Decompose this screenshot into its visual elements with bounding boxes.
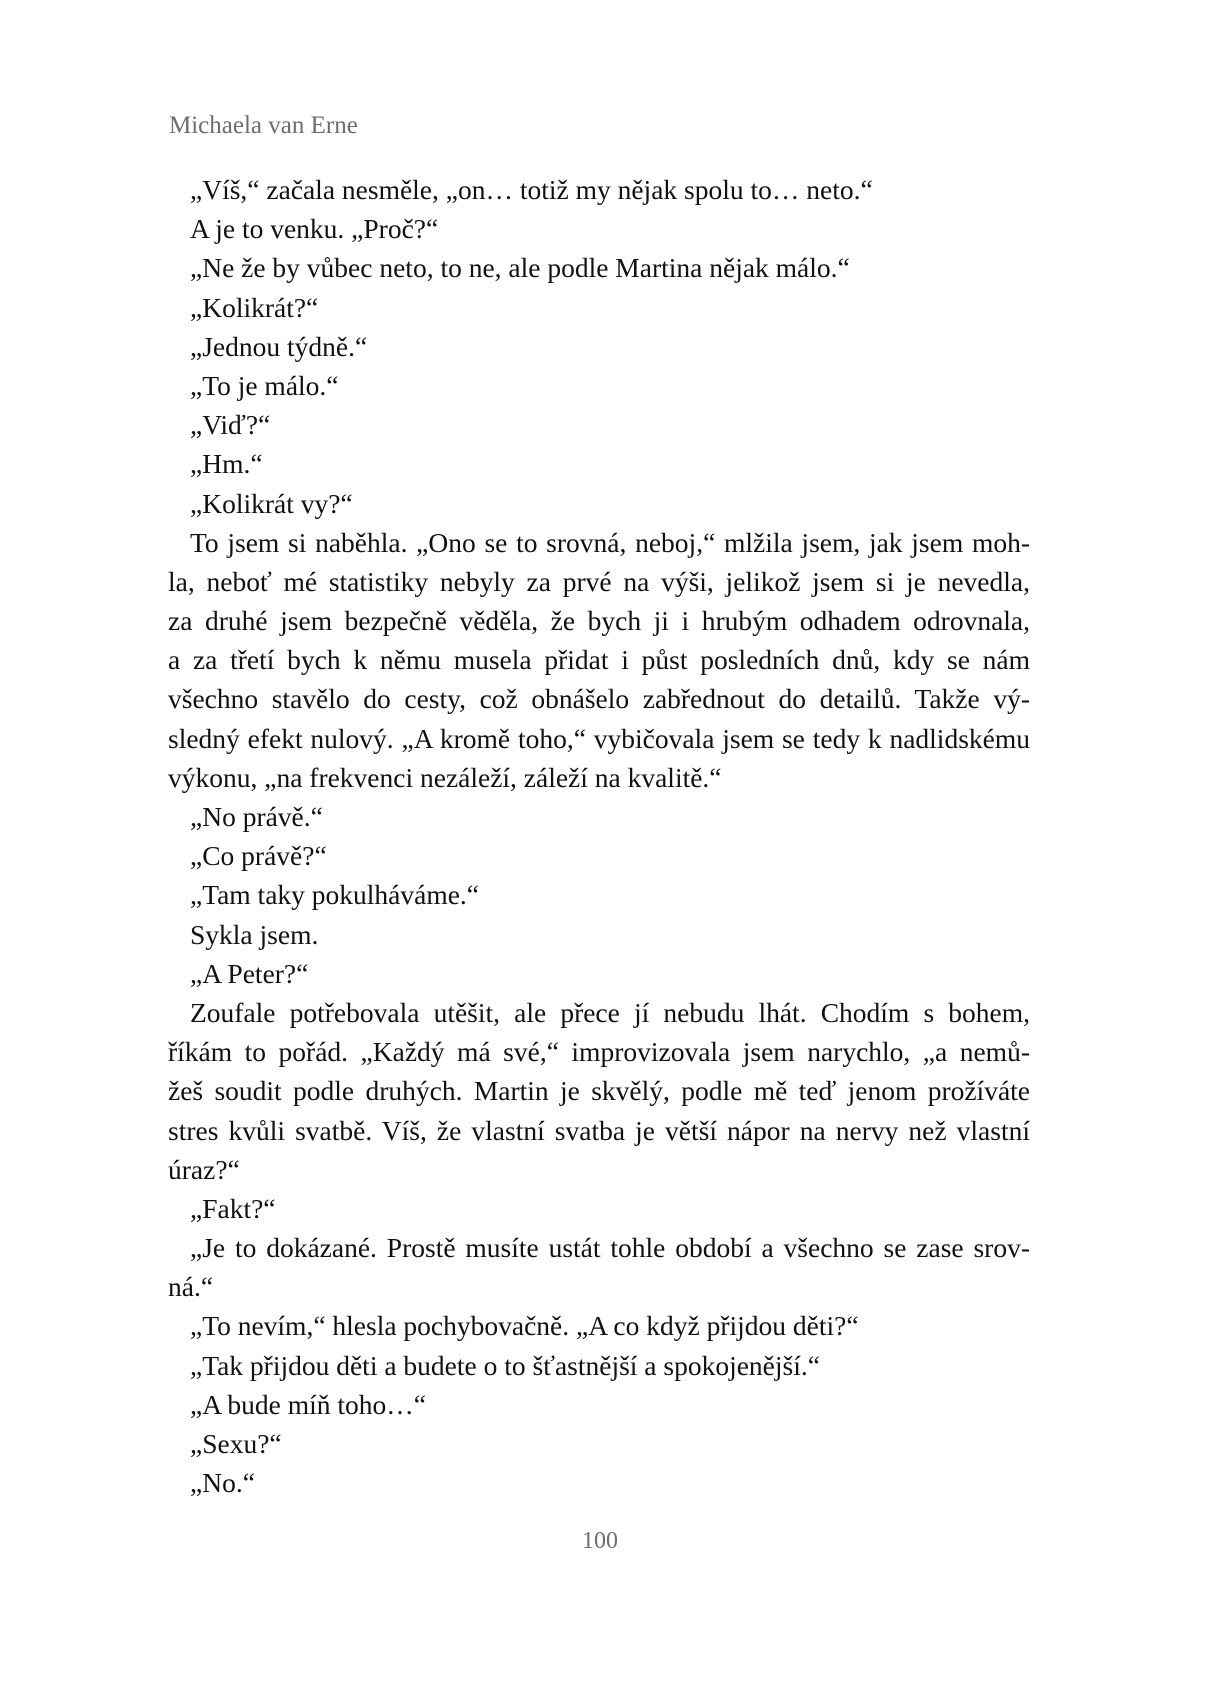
text-line: úraz?“ [168, 1153, 240, 1185]
running-head-author: Michaela van Erne [169, 112, 358, 139]
text-line: „Víš,“ začala nesměle, „on… totiž my nějak spolu to… neto.“ [190, 174, 873, 205]
page-number: 100 [582, 1528, 618, 1554]
text-line: sledný efekt nulový. „A kromě toho,“ vybičovala jsem se tedy k nadlidskému [168, 722, 1030, 754]
text-line: stres kvůli svatbě. Víš, že vlastní svatba je větší nápor na nervy než vlastní [168, 1114, 1030, 1146]
text-line: a za třetí bych k němu musela přidat i půst posledních dnů, kdy se nám [168, 644, 1030, 676]
text-line: „Kolikrát vy?“ [190, 487, 353, 519]
text-line: „A bude míň toho…“ [190, 1388, 427, 1420]
text-line: „A Peter?“ [190, 957, 309, 989]
text-line: všechno stavělo do cesty, což obnášelo zabřednout do detailů. Takže vý- [168, 683, 1030, 715]
text-line: výkonu, „na frekvenci nezáleží, záleží na kvalitě.“ [168, 761, 722, 793]
text-line: „No.“ [190, 1467, 255, 1499]
text-line: ná.“ [168, 1271, 214, 1303]
text-line: To jsem si naběhla. „Ono se to srovná, neboj,“ mlžila jsem, jak jsem moh- [190, 526, 1030, 558]
text-line: „To nevím,“ hlesla pochybovačně. „A co když přijdou děti?“ [190, 1310, 859, 1342]
text-line: říkám to pořád. „Každý má své,“ improvizovala jsem narychlo, „a nemů- [168, 1036, 1030, 1068]
text-line: A je to venku. „Proč?“ [190, 213, 439, 245]
text-line: „No právě.“ [190, 801, 323, 832]
text-line: „Fakt?“ [190, 1192, 276, 1224]
text-line: „To je málo.“ [190, 369, 339, 401]
text-line: „Jednou týdně.“ [190, 330, 368, 362]
text-line: „Je to dokázané. Prostě musíte ustát tohle období a všechno se zase srov- [190, 1232, 1030, 1264]
text-line: „Sexu?“ [190, 1428, 282, 1459]
text-line: „Co právě?“ [190, 840, 327, 872]
text-line: za druhé jsem bezpečně věděla, že bych ji i hrubým odhadem odrovnala, [168, 605, 1030, 637]
text-line: „Tak přijdou děti a budete o to šťastnější a spokojenější.“ [190, 1349, 820, 1381]
text-line: „Tam taky pokulháváme.“ [190, 879, 480, 911]
text-line: la, neboť mé statistiky nebyly za prvé na výši, jelikož jsem si je nevedla, [168, 565, 1030, 597]
text-line: „Kolikrát?“ [190, 291, 319, 323]
text-line: žeš soudit podle druhých. Martin je skvělý, podle mě teď jenom prožíváte [168, 1075, 1030, 1107]
body-text [168, 170, 1030, 1502]
text-line: Sykla jsem. [190, 918, 319, 950]
text-line: Zoufale potřebovala utěšit, ale přece jí nebudu lhát. Chodím s bohem, [190, 996, 1030, 1028]
text-line: „Viď?“ [190, 409, 271, 441]
text-line: „Hm.“ [190, 448, 263, 480]
text-line: „Ne že by vůbec neto, to ne, ale podle Martina nějak málo.“ [190, 252, 850, 284]
